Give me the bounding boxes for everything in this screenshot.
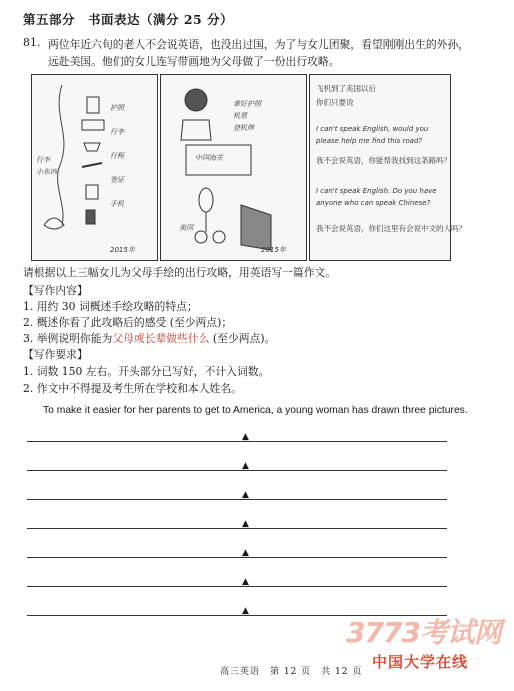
- triangle-marker-2: ▲: [242, 461, 249, 471]
- p3-cn1: 我不会说英语，你能帮我找到这条路吗？: [316, 156, 451, 165]
- requirement-heading: 【写作要求】: [23, 348, 88, 361]
- req-2-text: 作文中不得提及考生所在学校和本人姓名。: [36, 382, 242, 395]
- item-3-num: 3.: [23, 332, 34, 345]
- item-1-text: 用约 30 词概述手绘攻略的特点；: [36, 300, 198, 313]
- page-footer: 高三英语 第 12 页 共 12 页: [220, 667, 363, 677]
- p1-label-2: 行程: [110, 152, 124, 160]
- p1-date: 2015年: [110, 246, 135, 254]
- p2-label-2: 登机牌: [233, 124, 254, 132]
- instruction: 请根据以上三幅女儿为父母手绘的出行攻略，用英语写一篇作文。: [23, 266, 337, 279]
- content-heading: 【写作内容】: [23, 284, 88, 297]
- item-2-num: 2.: [23, 316, 34, 329]
- triangle-marker-7: ▲: [242, 606, 249, 616]
- sketch-panel-2: [160, 74, 307, 261]
- answer-line-1: [27, 441, 447, 442]
- item-1-num: 1.: [23, 300, 34, 313]
- p3-en1: I can't speak English, would you: [316, 125, 429, 133]
- p2-label-0: 拿好护照: [233, 100, 261, 108]
- triangle-marker-5: ▲: [242, 548, 249, 558]
- item-3-pre: 举例说明你能为: [36, 332, 113, 345]
- answer-line-2: [27, 470, 447, 471]
- question-number: 81.: [23, 36, 41, 49]
- p1-label-3: 签证: [110, 176, 124, 184]
- triangle-marker-6: ▲: [242, 577, 249, 587]
- req-1-text: 词数 150 左右。开头部分已写好，不计入词数。: [36, 365, 270, 378]
- content-item-2: [23, 315, 232, 330]
- triangle-marker-4: ▲: [242, 519, 249, 529]
- p2-label-1: 机票: [233, 112, 247, 120]
- p3-line2: 你们只要说: [316, 98, 354, 107]
- item-3-post: (至少两点)。: [209, 332, 276, 345]
- p3-line1: 飞机到了美国以后: [316, 84, 376, 93]
- p2-date: 2015年: [261, 246, 286, 254]
- answer-line-5: [27, 557, 447, 558]
- p3-cn2: 我不会说英语，你们这里有会说中文的人吗？: [316, 224, 466, 233]
- p3-en4: anyone who can speak Chinese?: [316, 199, 431, 207]
- item-2-text: 概述你看了此攻略后的感受 (至少两点)；: [36, 316, 233, 329]
- p3-en2: please help me find this road?: [316, 137, 423, 145]
- req-2-num: 2.: [23, 382, 34, 395]
- requirement-1: [23, 364, 269, 379]
- p1-label-4: 手机: [110, 200, 124, 208]
- content-item-1: [23, 299, 198, 314]
- opening-sentence: To make it easier for her parents to get to America, a young woman has drawn three pictures.: [43, 405, 468, 416]
- p1-label-0: 护照: [110, 104, 124, 112]
- sketch-panel-3: [309, 74, 466, 261]
- p3-en3: I can't speak English. Do you have: [316, 187, 437, 195]
- p1-side-0: 行李: [36, 156, 50, 164]
- p2-label-4: 美国: [179, 224, 193, 232]
- watermark-site-logo: 3773考试网: [346, 616, 501, 649]
- section-title: 第五部分 书面表达（满分 25 分）: [23, 12, 234, 27]
- answer-line-4: [27, 528, 447, 529]
- requirement-2: [23, 381, 242, 396]
- question-text: 两位年近六旬的老人不会说英语，也没出过国，为了与女儿团聚，看望刚刚出生的外孙，远赴美国。他们的女儿连写带画地为父母做了一份出行攻略。: [48, 38, 470, 68]
- p1-side-1: 小东西: [36, 168, 57, 176]
- triangle-marker-3: ▲: [242, 490, 249, 500]
- req-1-num: 1.: [23, 365, 34, 378]
- watermark-name: 中国大学在线: [372, 653, 469, 671]
- item-3-highlight: 父母或长辈做些什么: [112, 332, 210, 345]
- answer-line-3: [27, 499, 447, 500]
- content-item-3: [23, 331, 275, 346]
- answer-line-6: [27, 586, 447, 587]
- p2-label-3: 中国海关: [195, 154, 223, 162]
- sketch-panel-1: [31, 74, 158, 261]
- triangle-marker-1: ▲: [242, 432, 249, 442]
- p1-label-1: 行李: [110, 128, 124, 136]
